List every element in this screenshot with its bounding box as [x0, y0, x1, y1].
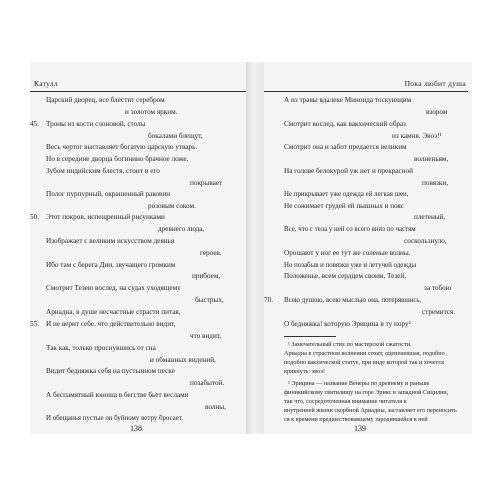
page-number-left: 138: [130, 424, 142, 433]
line-number: 50.: [30, 213, 39, 221]
poem-line: волненьям,: [414, 155, 449, 163]
poem-line: из камня. Эвоэ!¹: [392, 132, 442, 140]
left-page: [30, 62, 246, 434]
poem-line: позабытой.: [190, 379, 225, 387]
poem-line: розовым соком.: [148, 202, 196, 210]
footnote-line: подобно вакхической статуе, при виде которой так и хочется: [284, 359, 444, 366]
page-number-right: 139: [354, 424, 366, 433]
poem-line: Ариадна, в душе несчастные страсти питая,: [46, 308, 181, 316]
poem-line: И обещанья пустые он буйному ветру бросает.: [46, 415, 184, 422]
running-head-right: Пока любит душа: [404, 79, 466, 88]
poem-line: героев.: [200, 249, 222, 257]
poem-line: А из травы вдалеке Миноида тоскующим: [284, 96, 412, 104]
poem-line: и обманных видений,: [150, 356, 216, 364]
poem-line: Но в середине дворца богинино брачное ложе,: [46, 155, 189, 163]
line-number: 70.: [264, 296, 273, 304]
footnote-line: ся к времени предшествовавшему зародившейся в ней: [284, 416, 428, 423]
poem-line: А беспамятный юноша в бегстве бьет веслами: [46, 391, 189, 399]
poem-line: Все, что с тела у ней со всего вниз по частям: [284, 226, 416, 233]
poem-line: Зубом индийским блестя, стоит и его: [46, 167, 160, 175]
poem-line: что видит,: [190, 332, 222, 340]
poem-line: Полог пурпурный, окрашенный раковин: [46, 190, 171, 198]
poem-line: Смотрит она и забот предается великим: [284, 143, 407, 151]
poem-line: Весь чертог выставляет богатую царскую утварь.: [46, 143, 198, 151]
running-head-left: Катулл: [34, 79, 58, 88]
poem-line: Так как, только проснувшись от сна: [46, 344, 156, 352]
poem-line: быстрых,: [195, 296, 224, 304]
poem-line: Ибо там с берега Дии, звучащего громким: [46, 261, 176, 269]
poem-line: Троны из кости слоновой, столы: [46, 120, 146, 128]
poem-line: Видит бедняжка себя на пустынном песке: [46, 367, 175, 375]
poem-line: На голове белокурой уж нет и прекрасной: [284, 167, 413, 175]
poem-line: повязки,: [422, 179, 449, 187]
poem-line: стремится.: [422, 308, 456, 316]
poem-line: Орошают у ног ее тут же соленые волны.: [284, 249, 411, 257]
poem-line: Но позабыв и повязки уже и летучей одежды: [284, 262, 417, 269]
right-page: [264, 62, 472, 434]
poem-line: древнего люда,: [158, 225, 205, 233]
poem-line: Царский дворец, все блестит серебром: [46, 96, 165, 104]
poem-line: Не прикрывает уже одежда ей легкая шеи,: [284, 191, 409, 198]
poem-line: плетеный,: [414, 213, 446, 221]
poem-line: бокалами блещут,: [148, 132, 203, 140]
footnote-rule: [284, 336, 336, 337]
poem-line: волны,: [205, 403, 226, 411]
footnote-line: ² Эрицина — название Венеры по древнему и раньше: [288, 380, 430, 387]
poem-line: прибоем,: [192, 272, 221, 280]
poem-line: О бедняжка! которую Эрицина в ту пору²: [284, 320, 411, 328]
poem-line: Смотрит вослед, как вакхический образ: [284, 120, 407, 128]
poem-line: взором: [426, 108, 448, 116]
poem-line: Положенье, всем сердцем своим, Тезей,: [284, 272, 407, 280]
footnote-line: крикнуть: эвоэ!: [284, 368, 326, 375]
book-gutter: [246, 62, 264, 434]
header-rule-left: [30, 91, 246, 92]
poem-line: Изображает с великим искусством деянья: [46, 237, 175, 245]
poem-line: Этот покров, испещренный рисунками: [46, 213, 165, 221]
footnote-line: внутренней жизни скорбной Ариадны, заставляет его переносить: [284, 407, 457, 414]
header-rule-right: [264, 91, 468, 92]
poem-line: соскользнуло,: [404, 237, 447, 245]
poem-line: покрывает: [190, 179, 223, 187]
footnote-line: Ариадна в страстном волнении стоит, оцепеневшая, подобно: [284, 350, 445, 357]
footnote-line: финикийскому святилищу на горе Эрикс в западной Сицилии,: [284, 389, 449, 396]
footnote-line: ¹ Замечательный стих по мастерской сжатости.: [288, 341, 412, 348]
poem-line: Всею душою, всею мыслью она, потерявшись,: [284, 297, 422, 304]
poem-line: за тобою: [424, 284, 452, 292]
poem-line: И не верит себе, что действительно видит,: [46, 320, 176, 328]
poem-line: Не сожимает грудей ей пышных и пояс: [284, 202, 405, 210]
footnote-line: так что, сосредоточенная внимание читателя к: [284, 398, 407, 405]
poem-line: Смотрит Тезею вослед, на судах уходящему: [46, 284, 181, 292]
line-number: 45.: [30, 120, 39, 128]
line-number: 55.: [30, 320, 39, 328]
poem-line: и золотом ярким.: [125, 108, 178, 116]
